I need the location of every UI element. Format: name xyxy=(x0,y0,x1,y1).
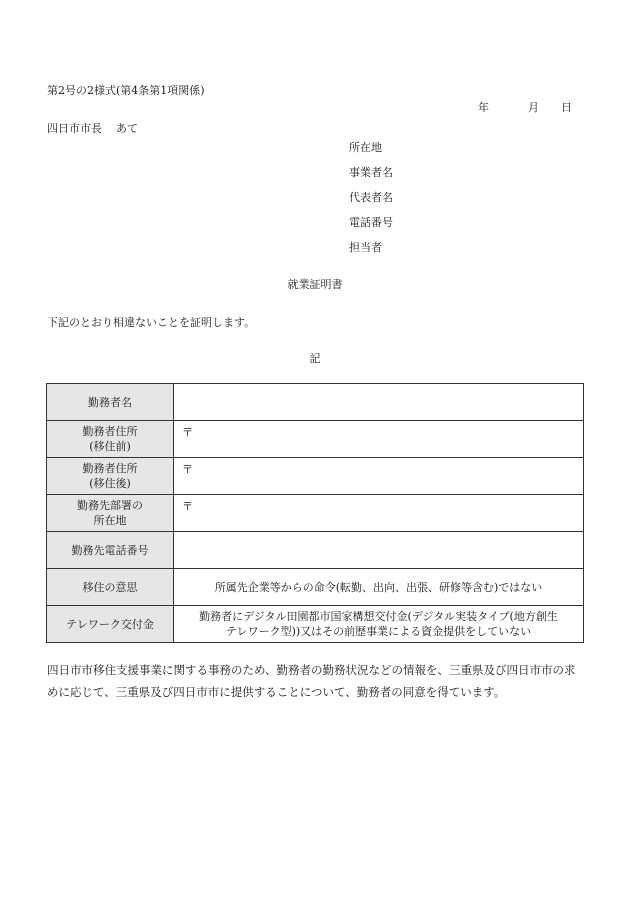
certificate-table xyxy=(46,383,584,643)
workplace-phone-label: 勤務先電話番号 xyxy=(47,532,174,569)
table-row-worker-name xyxy=(47,384,584,421)
migration-intent-text: 所属先企業等からの命令(転勤、出向、出張、研修等含む)ではない xyxy=(214,580,543,594)
telework-grant-text-line1: 勤務者にデジタル田園都市国家構想交付金(デジタル実装タイプ(地方創生 xyxy=(199,610,558,623)
table-row-workplace-phone xyxy=(47,532,584,569)
telework-grant-label: テレワーク交付金 xyxy=(47,606,174,643)
table-row-workplace-location xyxy=(47,495,584,532)
telework-grant-text-line2: テレワーク型))又はその前歴事業による資金提供をしていない xyxy=(225,625,532,638)
workplace-location-label xyxy=(47,495,174,532)
address-before-label-line2: (移住前) xyxy=(89,440,131,453)
applicant-business-name-label: 事業者名 xyxy=(349,166,393,179)
workplace-location-label-line1: 勤務先部署の xyxy=(77,499,143,512)
table-row-address-before xyxy=(47,421,584,458)
telework-grant-value xyxy=(174,606,584,643)
date-day-label: 日 xyxy=(561,101,572,114)
address-after-label xyxy=(47,458,174,495)
applicant-phone-label: 電話番号 xyxy=(349,216,393,229)
ki-heading: 記 xyxy=(309,352,321,365)
document-title: 就業証明書 xyxy=(287,278,343,291)
address-after-label-line2: (移住後) xyxy=(89,477,131,490)
worker-name-label: 勤務者名 xyxy=(47,384,174,421)
date-month-label: 月 xyxy=(528,101,539,114)
table-row-address-after xyxy=(47,458,584,495)
address-after-label-line1: 勤務者住所 xyxy=(82,462,138,475)
addressee xyxy=(47,120,138,136)
addressee-suffix: あて xyxy=(116,122,138,135)
applicant-location-label: 所在地 xyxy=(349,141,382,154)
consent-statement: 四日市市移住支援事業に関する事務のため、勤務者の勤務状況などの情報を、三重県及び四日市市の求めに応じて、三重県及び四日市市に提供することについて、勤務者の同意を得ています。 xyxy=(47,663,576,699)
postal-mark: 〒 xyxy=(182,500,193,513)
address-before-label-line1: 勤務者住所 xyxy=(82,425,138,438)
migration-intent-value xyxy=(174,569,584,606)
applicant-contact-label: 担当者 xyxy=(349,241,382,254)
address-before-label xyxy=(47,421,174,458)
migration-intent-label: 移住の意思 xyxy=(47,569,174,606)
address-after-field[interactable] xyxy=(174,458,584,495)
workplace-phone-field[interactable] xyxy=(174,532,584,569)
applicant-representative-label: 代表者名 xyxy=(349,191,393,204)
intro-statement: 下記のとおり相違ないことを証明します。 xyxy=(47,316,256,329)
date-year-label: 年 xyxy=(478,101,489,114)
address-before-field[interactable] xyxy=(174,421,584,458)
worker-name-field[interactable] xyxy=(174,384,584,421)
table-row-migration-intent xyxy=(47,569,584,606)
workplace-location-field[interactable] xyxy=(174,495,584,532)
addressee-name: 四日市市長 xyxy=(47,122,102,135)
postal-mark: 〒 xyxy=(182,463,193,476)
workplace-location-label-line2: 所在地 xyxy=(93,514,127,527)
form-number: 第2号の2様式(第4条第1項関係) xyxy=(47,84,205,97)
postal-mark: 〒 xyxy=(182,426,193,439)
date-line xyxy=(478,99,572,115)
table-row-telework-grant xyxy=(47,606,584,643)
